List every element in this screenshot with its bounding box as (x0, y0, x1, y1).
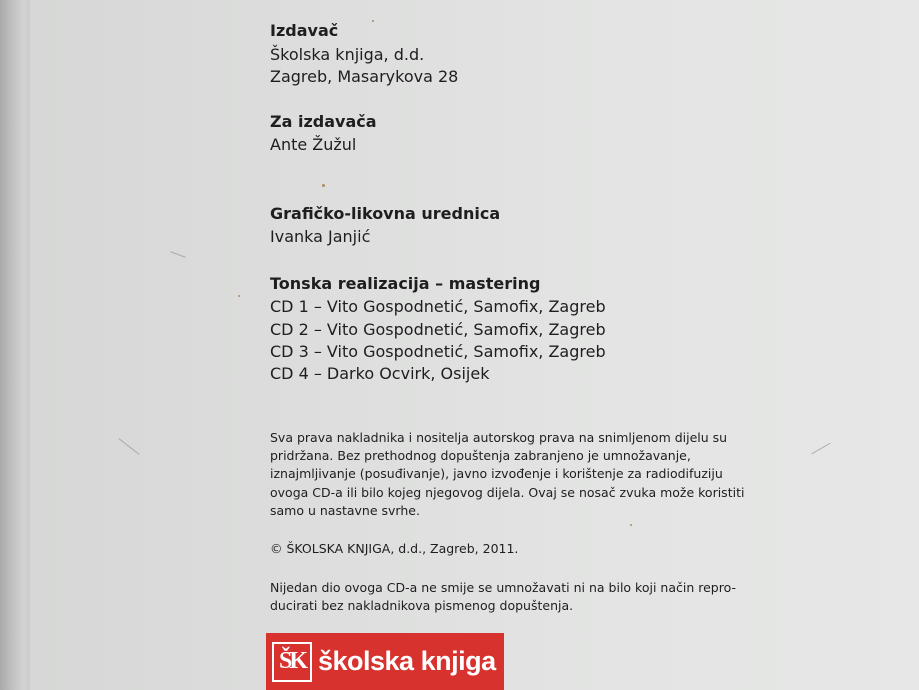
copyright-line: © ŠKOLSKA KNJIGA, d.d., Zagreb, 2011. (270, 541, 519, 556)
rights-notice-line: samo u nastavne svrhe. (270, 503, 420, 518)
mastering-cd2: CD 2 – Vito Gospodnetić, Samofix, Zagreb (270, 320, 606, 339)
graphic-editor-heading: Grafičko-likovna urednica (270, 204, 501, 223)
mastering-heading: Tonska realizacija – mastering (270, 274, 541, 293)
publisher-address: Zagreb, Masarykova 28 (270, 67, 459, 86)
rights-notice-line: ovoga CD-a ili bilo kojeg njegovog dijela. Ovaj se nosač zvuka može koristiti (270, 485, 745, 500)
for-publisher-name: Ante Žužul (270, 135, 357, 154)
paper-speck (322, 184, 325, 187)
rights-notice-line: iznajmljivanje (posuđivanje), javno izvođenje i korištenje za radiodifuziju (270, 466, 723, 481)
paper-scratch (118, 438, 139, 455)
reproduction-notice-line: Nijedan dio ovoga CD-a ne smije se umnožavati ni na bilo koji način repro- (270, 580, 736, 595)
mastering-cd1: CD 1 – Vito Gospodnetić, Samofix, Zagreb (270, 297, 606, 316)
publisher-name: Školska knjiga, d.d. (270, 45, 425, 64)
paper-scratch (170, 251, 185, 257)
paper-speck (630, 524, 632, 526)
booklet-spine (0, 0, 34, 690)
publisher-heading: Izdavač (270, 21, 339, 40)
mastering-cd4: CD 4 – Darko Ocvirk, Osijek (270, 364, 490, 383)
logo-wordmark: školska knjiga (318, 646, 496, 676)
paper-scratch (811, 443, 831, 455)
graphic-editor-name: Ivanka Janjić (270, 227, 371, 246)
mastering-cd3: CD 3 – Vito Gospodnetić, Samofix, Zagreb (270, 342, 606, 361)
rights-notice-line: Sva prava nakladnika i nositelja autorskog prava na snimljenom dijelu su (270, 430, 728, 445)
publisher-logo (266, 633, 504, 690)
paper-speck (238, 295, 240, 297)
for-publisher-heading: Za izdavača (270, 112, 377, 131)
logo-mark: ŠK (272, 642, 312, 682)
paper-speck (372, 20, 374, 22)
reproduction-notice-line: ducirati bez nakladnikova pismenog dopuštenja. (270, 598, 574, 613)
rights-notice-line: pridržana. Bez prethodnog dopuštenja zabranjeno je umnožavanje, (270, 448, 691, 463)
